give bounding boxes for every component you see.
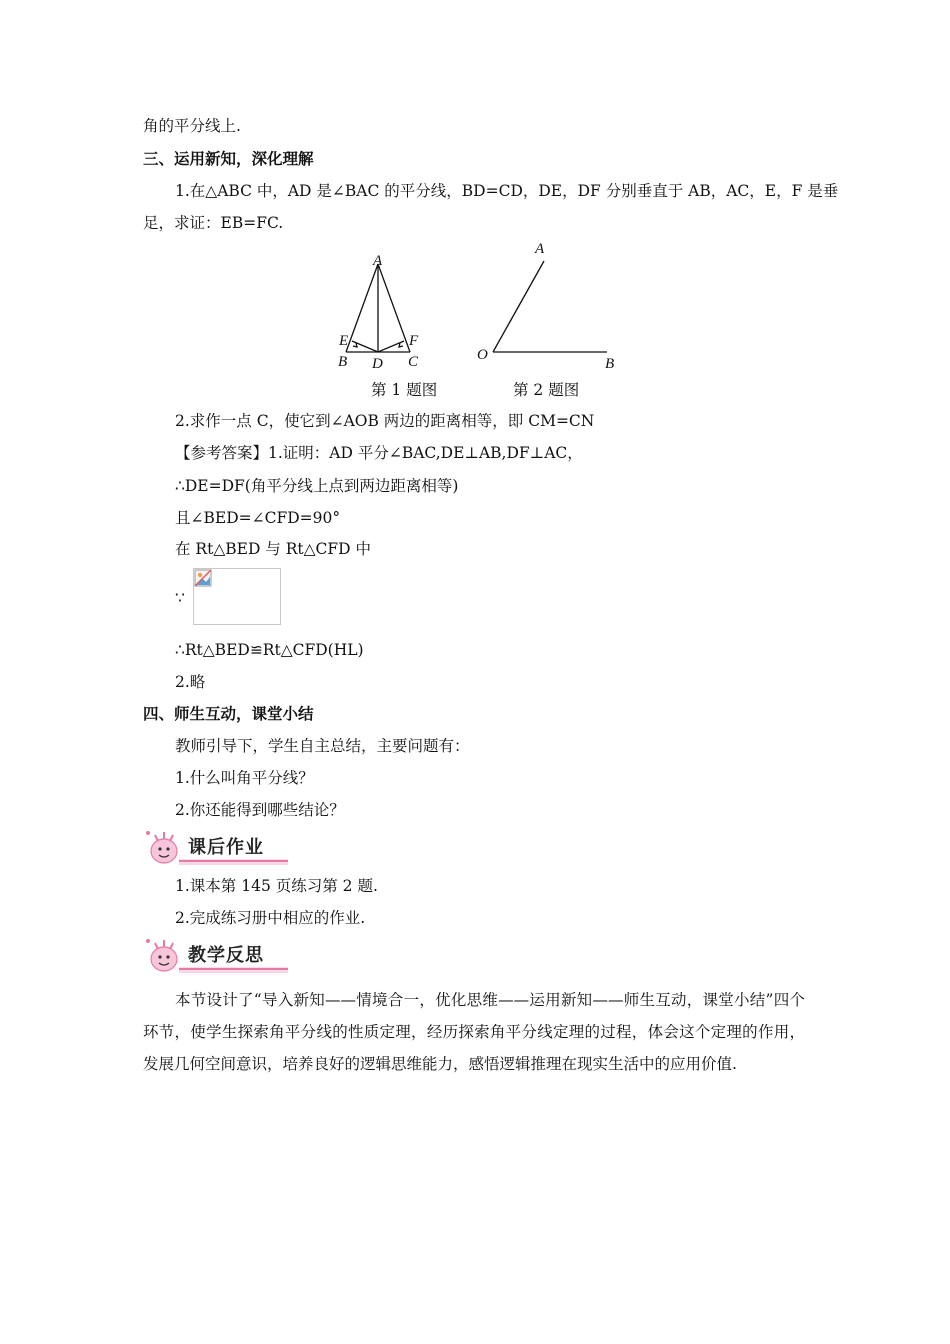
text-line: 角的平分线上. — [143, 117, 241, 135]
homework-item-2: 2.完成练习册中相应的作业. — [175, 909, 366, 927]
figure-1-label-c: C — [408, 354, 419, 370]
figure-2-label-b: B — [605, 356, 615, 372]
section-heading-3: 三、运用新知，深化理解 — [143, 150, 314, 168]
homework-banner — [143, 827, 293, 867]
figure-2-label-o: O — [477, 347, 488, 363]
figure-1-caption: 第 1 题图 — [371, 381, 438, 399]
section-heading-4: 四、师生互动，课堂小结 — [143, 705, 314, 723]
homework-title: 课后作业 — [188, 837, 264, 858]
reflection-title: 教学反思 — [188, 945, 264, 966]
figure-2-caption: 第 2 题图 — [513, 381, 580, 399]
reflection-banner — [143, 935, 293, 975]
figure-2-angle — [470, 235, 630, 375]
broken-image-placeholder — [193, 568, 281, 625]
figure-1-label-d: D — [372, 356, 383, 372]
broken-image-icon — [194, 569, 212, 587]
proof-conclusion: ∴Rt△BED≌Rt△CFD(HL) — [175, 641, 364, 659]
question-1-line-2: 足，求证：EB=FC. — [143, 214, 284, 232]
question-1-line-1: 1.在△ABC 中，AD 是∠BAC 的平分线，BD=CD，DE，DF 分别垂直于 AB，AC，E，F 是垂 — [175, 182, 839, 200]
figure-1-label-a: A — [373, 253, 383, 269]
figure-1-label-f: F — [409, 333, 419, 349]
answer-heading: 【参考答案】1.证明：AD 平分∠BAC,DE⊥AB,DF⊥AC， — [175, 444, 583, 462]
figure-1-label-e: E — [339, 333, 349, 349]
figure-1-triangle — [330, 248, 430, 373]
reflection-paragraph: 本节设计了“导入新知——情境合一，优化思维——运用新知——师生互动，课堂小结”四个环节，使学生探索角平分线的性质定理，经历探索角平分线定理的过程，体会这个定理的作用，发展几何空间意识，培养良好的逻辑思维能力，感悟逻辑推理在现实生活中的应用价值. — [143, 991, 805, 1073]
figure-2-label-a: A — [535, 241, 545, 257]
summary-question-2: 2.你还能得到哪些结论？ — [175, 801, 345, 819]
question-2: 2.求作一点 C，使它到∠AOB 两边的距离相等，即 CM=CN — [175, 412, 595, 430]
summary-question-1: 1.什么叫角平分线？ — [175, 769, 314, 787]
proof-line-1: ∴DE=DF(角平分线上点到两边距离相等) — [175, 477, 459, 495]
because-symbol: ∵ — [175, 589, 185, 607]
summary-intro: 教师引导下，学生自主总结，主要问题有： — [175, 737, 470, 755]
proof-line-2: 且∠BED=∠CFD=90° — [175, 509, 341, 527]
proof-line-3: 在 Rt△BED 与 Rt△CFD 中 — [175, 540, 372, 558]
homework-item-1: 1.课本第 145 页练习第 2 题. — [175, 877, 378, 895]
proof-answer-2: 2.略 — [175, 673, 206, 691]
figure-1-label-b: B — [338, 354, 348, 370]
